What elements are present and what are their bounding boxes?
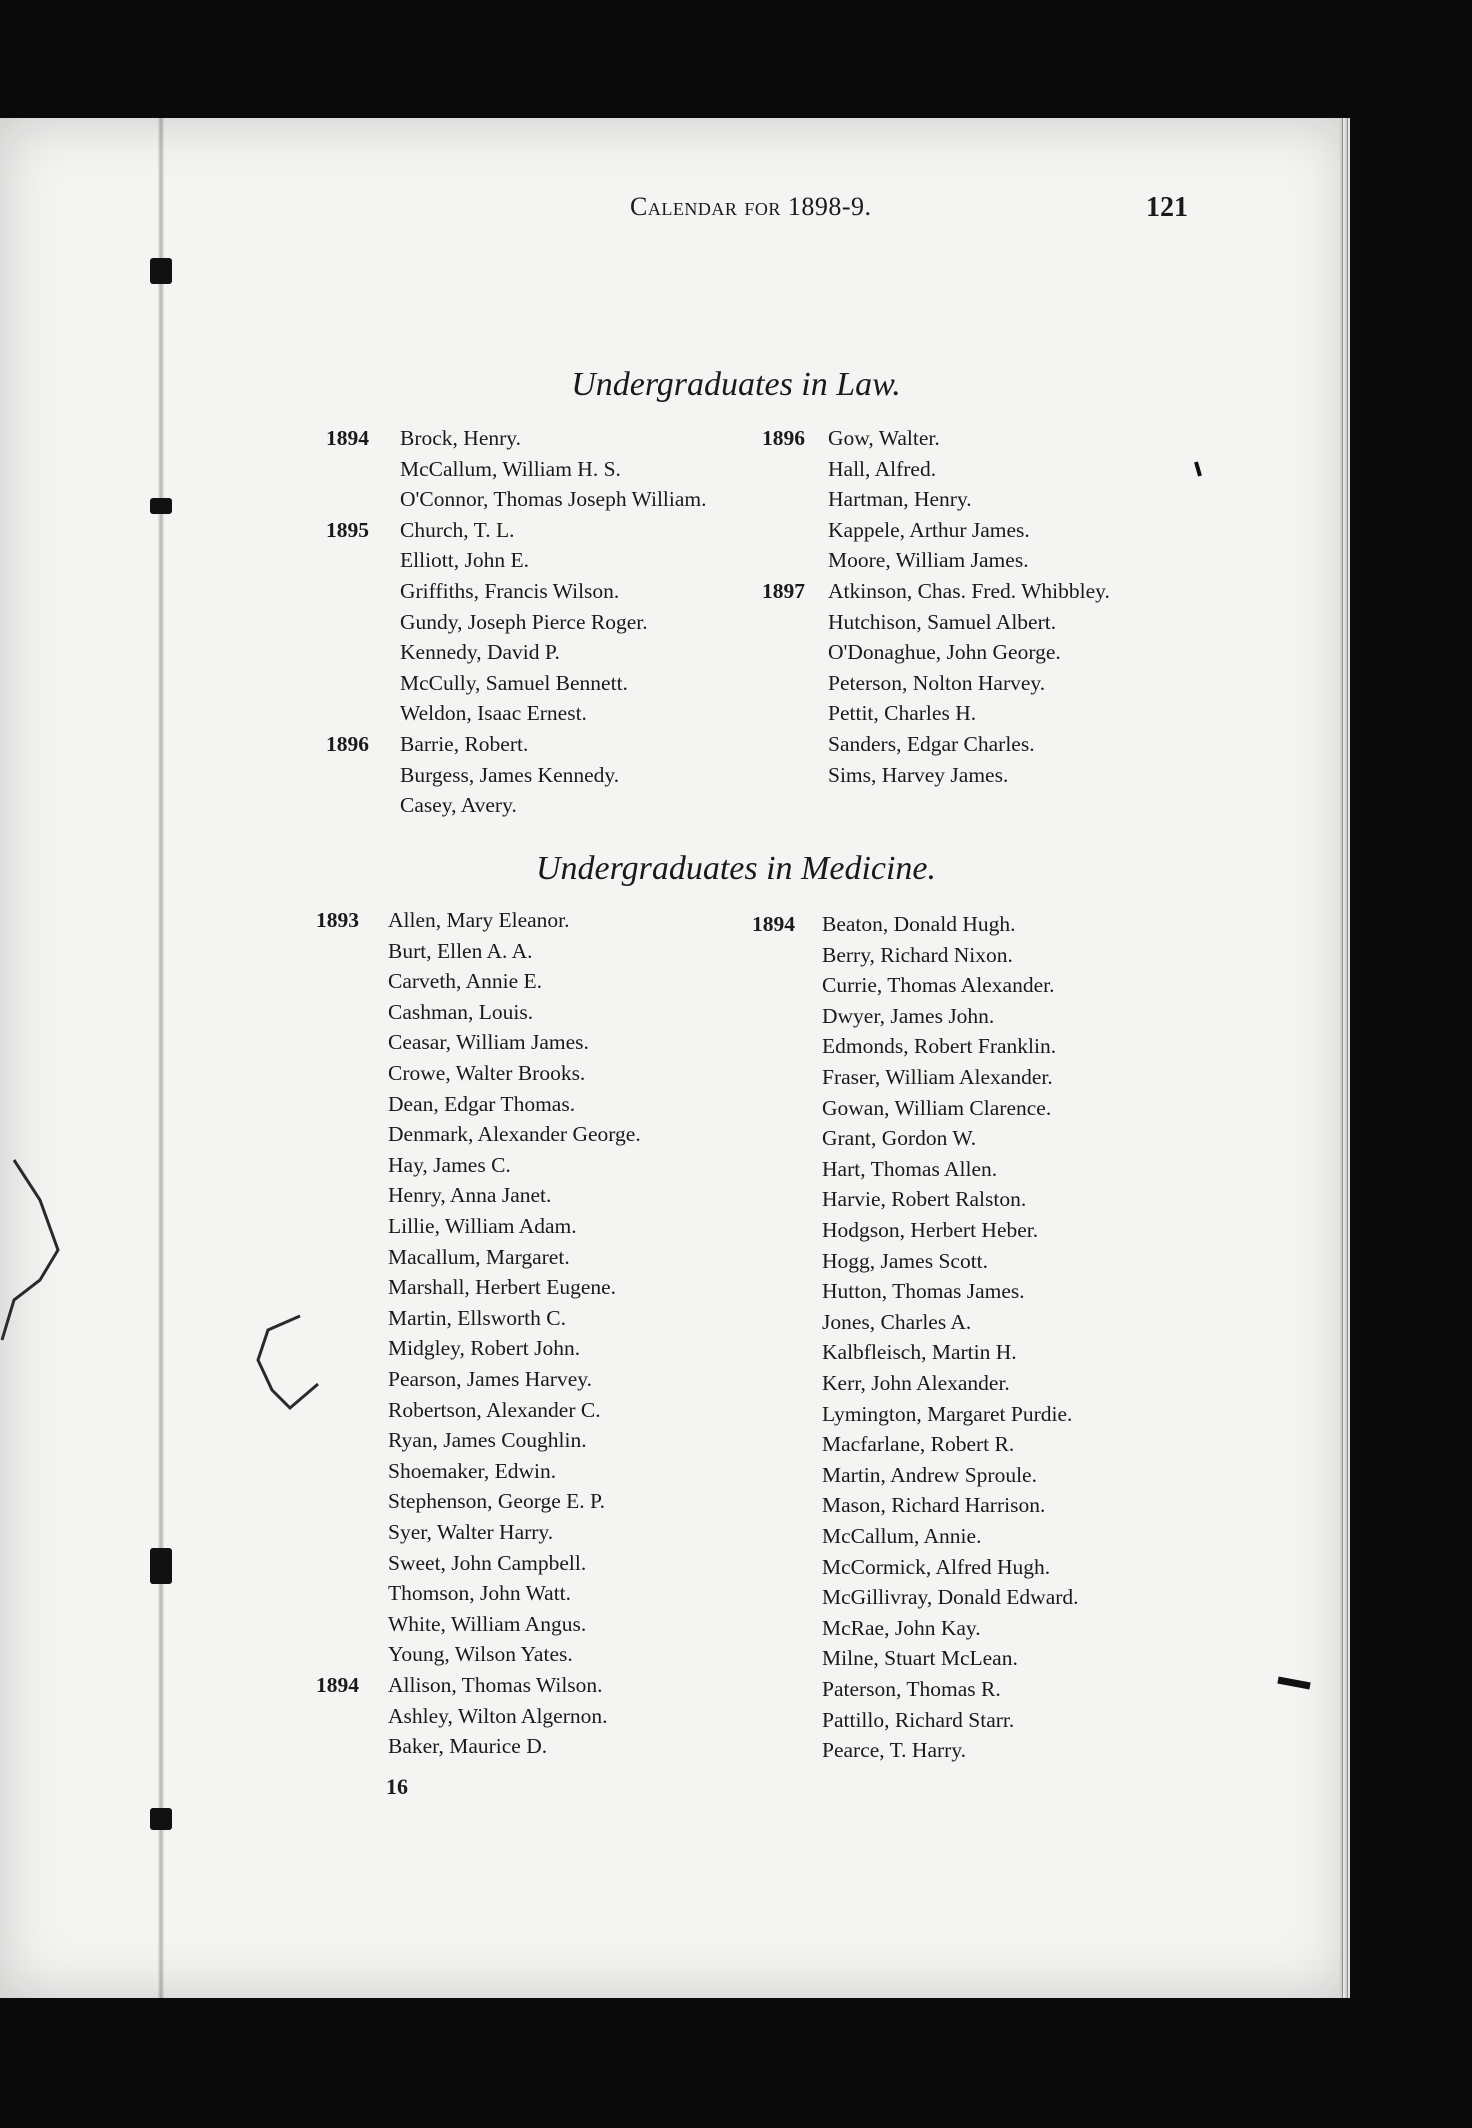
entry-name: Elliott, John E. (400, 548, 529, 573)
entry-name: Ryan, James Coughlin. (388, 1428, 587, 1453)
entry-name: Brock, Henry. (400, 426, 522, 450)
entry-name: Thomson, John Watt. (388, 1581, 572, 1606)
entry-name: McCallum, William H. S. (400, 456, 621, 481)
entry-name: Pearson, James Harvey. (388, 1367, 592, 1391)
entry-name: Currie, Thomas Alexander. (822, 973, 1055, 998)
entry-name: McGillivray, Donald Edward. (822, 1585, 1079, 1610)
entry-name: Jones, Charles A. (822, 1309, 972, 1334)
entry-name: Carveth, Annie E. (388, 969, 543, 994)
entry-name: McRae, John Kay. (822, 1615, 981, 1640)
entry-name: Ashley, Wilton Algernon. (388, 1703, 608, 1728)
law-section-title: Undergraduates in Law. (571, 366, 901, 403)
entry-name: Kennedy, David P. (400, 640, 560, 665)
page-number: 121 (1146, 192, 1188, 223)
entry-name: Sweet, John Campbell. (388, 1550, 587, 1575)
signature-mark: 16 (386, 1774, 408, 1799)
entry-name: Beaton, Donald Hugh. (822, 912, 1016, 936)
entry-name: Young, Wilson Yates. (388, 1642, 573, 1667)
entry-name: Gowan, William Clarence. (822, 1095, 1052, 1120)
entry-name: Gundy, Joseph Pierce Roger. (400, 609, 648, 634)
entry-name: Kappele, Arthur James. (828, 517, 1030, 542)
entry-name: Marshall, Herbert Eugene. (388, 1275, 617, 1300)
entry-year: 1896 (762, 426, 805, 450)
entry-name: O'Connor, Thomas Joseph William. (400, 487, 707, 512)
entry-year: 1895 (326, 517, 369, 542)
entry-name: Robertson, Alexander C. (388, 1397, 601, 1422)
entry-name: Berry, Richard Nixon. (822, 942, 1013, 967)
entry-name: Syer, Walter Harry. (388, 1520, 554, 1544)
entry-year: 1894 (752, 912, 795, 936)
entry-name: Allen, Mary Eleanor. (388, 908, 570, 932)
entry-name: Hart, Thomas Allen. (822, 1156, 998, 1181)
entry-name: Grant, Gordon W. (822, 1126, 977, 1151)
entry-name: Denmark, Alexander George. (388, 1122, 641, 1147)
running-head: Calendar for 1898-9. (630, 192, 872, 221)
entry-name: Peterson, Nolton Harvey. (828, 670, 1046, 695)
entry-name: Paterson, Thomas R. (822, 1677, 1001, 1701)
entry-name: Pattillo, Richard Starr. (822, 1707, 1015, 1732)
margin-scribble (258, 1316, 318, 1408)
margin-scribble (2, 1160, 58, 1340)
entry-name: Kalbfleisch, Martin H. (822, 1340, 1017, 1365)
entry-name: Shoemaker, Edwin. (388, 1458, 557, 1483)
entry-name: Cashman, Louis. (388, 999, 534, 1024)
entry-name: Sims, Harvey James. (828, 762, 1009, 787)
entry-name: Dwyer, James John. (822, 1003, 995, 1028)
ink-blot (1278, 1680, 1310, 1686)
entry-name: McCallum, Annie. (822, 1524, 982, 1548)
entry-name: Burgess, James Kennedy. (400, 762, 620, 787)
entry-name: Edmonds, Robert Franklin. (822, 1034, 1057, 1059)
medicine-section-title: Undergraduates in Medicine. (535, 850, 937, 887)
entry-name: Hartman, Henry. (828, 487, 972, 512)
entry-name: Weldon, Isaac Ernest. (400, 701, 587, 726)
entry-year: 1897 (762, 579, 805, 603)
entry-name: Pettit, Charles H. (828, 701, 977, 726)
entry-name: Martin, Andrew Sproule. (822, 1462, 1037, 1487)
entry-name: Hay, James C. (388, 1152, 511, 1177)
entry-year: 1894 (326, 426, 369, 450)
entry-name: McCormick, Alfred Hugh. (822, 1554, 1051, 1579)
entry-name: Harvie, Robert Ralston. (822, 1187, 1027, 1212)
entry-name: Burt, Ellen A. A. (388, 938, 533, 963)
entry-name: Barrie, Robert. (400, 732, 529, 756)
entry-name: Milne, Stuart McLean. (822, 1646, 1018, 1671)
entry-name: Baker, Maurice D. (388, 1734, 548, 1759)
entry-name: Henry, Anna Janet. (388, 1183, 552, 1208)
entry-year: 1896 (326, 732, 369, 756)
entry-name: Kerr, John Alexander. (822, 1371, 1010, 1395)
entry-name: Sanders, Edgar Charles. (828, 732, 1035, 756)
entry-name: Lymington, Margaret Purdie. (822, 1401, 1073, 1426)
ink-blot (1196, 462, 1200, 476)
entry-name: Midgley, Robert John. (388, 1336, 581, 1361)
entry-name: Stephenson, George E. P. (388, 1489, 605, 1514)
entry-name: O'Donaghue, John George. (828, 640, 1061, 665)
entry-name: Church, T. L. (400, 517, 515, 542)
entry-name: Gow, Walter. (828, 426, 940, 450)
entry-name: White, William Angus. (388, 1611, 587, 1636)
entry-name: Fraser, William Alexander. (822, 1065, 1053, 1089)
entry-name: Lillie, William Adam. (388, 1214, 577, 1238)
entry-name: Macfarlane, Robert R. (822, 1432, 1015, 1457)
entry-name: Macallum, Margaret. (388, 1244, 570, 1269)
entry-name: Martin, Ellsworth C. (388, 1305, 566, 1330)
entry-year: 1894 (316, 1673, 359, 1697)
entry-name: Hutton, Thomas James. (822, 1279, 1025, 1304)
entry-name: Hutchison, Samuel Albert. (828, 609, 1057, 634)
entry-name: Moore, William James. (828, 548, 1029, 573)
entry-name: Griffiths, Francis Wilson. (400, 579, 620, 603)
entry-name: Hodgson, Herbert Heber. (822, 1218, 1039, 1242)
entry-year: 1893 (316, 908, 359, 932)
entry-name: Mason, Richard Harrison. (822, 1493, 1046, 1518)
entry-name: Hogg, James Scott. (822, 1248, 989, 1273)
entry-name: Casey, Avery. (400, 793, 517, 818)
entry-name: Dean, Edgar Thomas. (388, 1091, 576, 1116)
entry-name: McCully, Samuel Bennett. (400, 670, 628, 695)
entry-name: Ceasar, William James. (388, 1030, 589, 1055)
entry-name: Pearce, T. Harry. (822, 1738, 967, 1763)
entry-name: Crowe, Walter Brooks. (388, 1061, 586, 1085)
entry-name: Hall, Alfred. (828, 456, 937, 481)
entry-name: Allison, Thomas Wilson. (388, 1673, 603, 1697)
entry-name: Atkinson, Chas. Fred. Whibbley. (828, 579, 1110, 603)
